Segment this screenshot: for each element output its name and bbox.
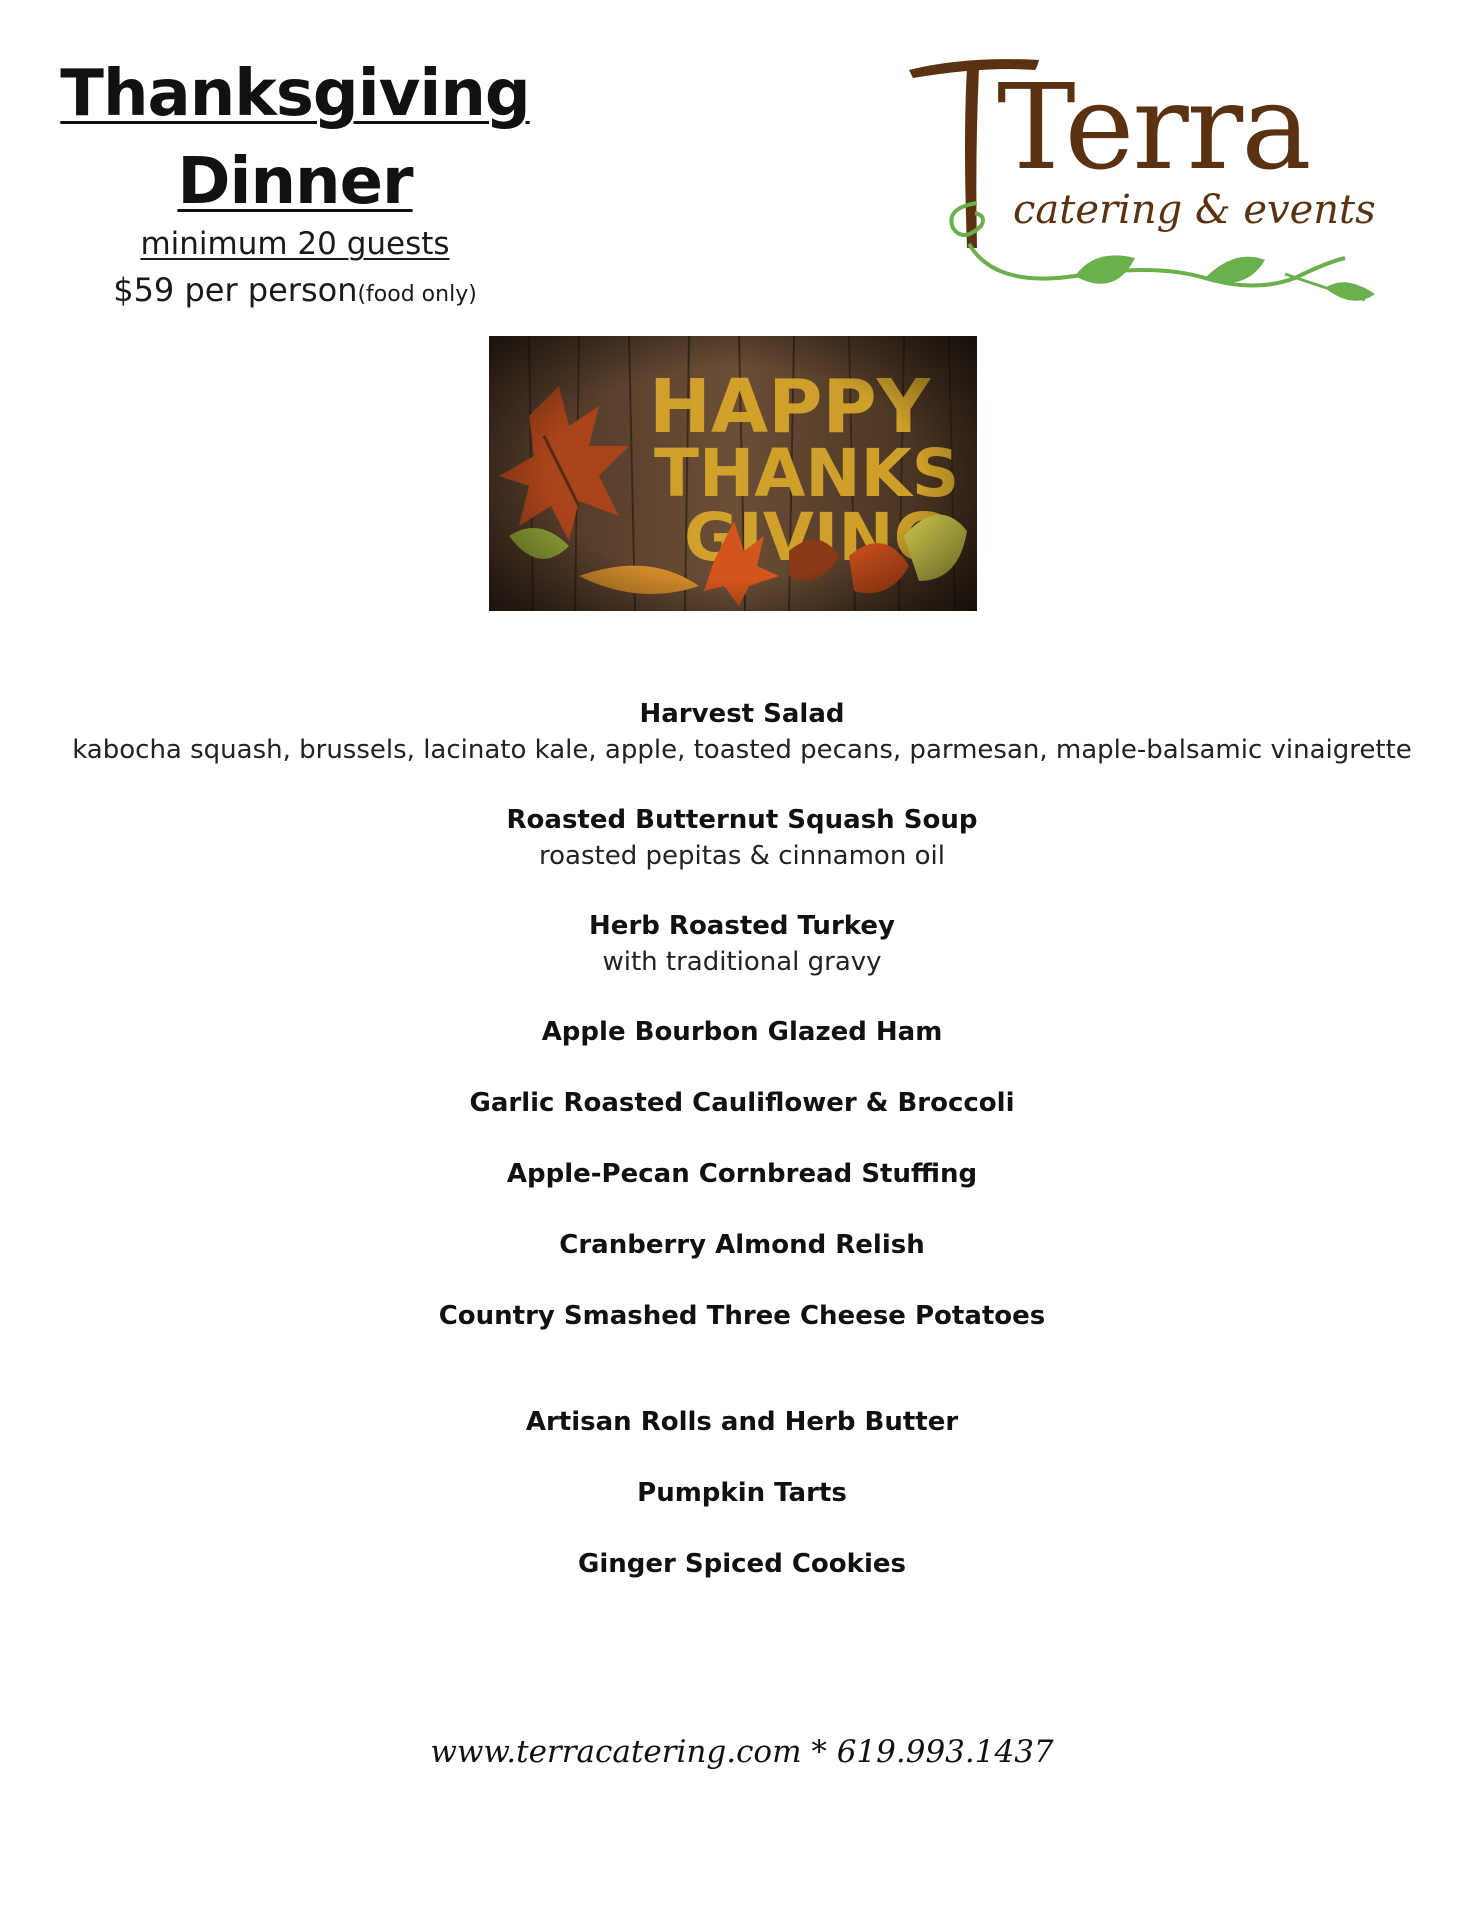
- terra-logo: [905, 48, 1395, 318]
- menu-item-name: Harvest Salad: [639, 699, 845, 729]
- menu-item-name: Herb Roasted Turkey: [589, 911, 895, 941]
- menu-item: [60, 908, 1424, 980]
- thanksgiving-banner: [489, 336, 977, 611]
- menu-item-desc: kabocha squash, brussels, lacinato kale, apple, toasted pecans, parmesan, maple-balsamic vinaigrette: [72, 735, 1412, 765]
- menu-item-desc: roasted pepitas & cinnamon oil: [539, 841, 945, 871]
- menu-item-name: Artisan Rolls and Herb Butter: [525, 1407, 959, 1437]
- menu-item-name: Ginger Spiced Cookies: [578, 1549, 906, 1579]
- menu-item-name: Garlic Roasted Cauliflower & Broccoli: [469, 1088, 1015, 1118]
- menu-item-name: Pumpkin Tarts: [637, 1478, 847, 1508]
- price-line: [60, 268, 530, 317]
- menu-item: [60, 696, 1424, 768]
- footer-contact: www.terracatering.com * 619.993.1437: [430, 1734, 1054, 1770]
- menu-item: [60, 1475, 1424, 1511]
- leaf-vine-icon: [905, 48, 1395, 318]
- menu-item: [60, 1546, 1424, 1582]
- menu-item-desc: with traditional gravy: [602, 947, 882, 977]
- logo-name: Terra: [997, 58, 1310, 196]
- title-block: [60, 50, 530, 317]
- menu-item: [60, 1227, 1424, 1263]
- menu-item-name: Apple-Pecan Cornbread Stuffing: [506, 1159, 978, 1189]
- menu-item: [60, 1085, 1424, 1121]
- price: $59 per person: [113, 271, 358, 309]
- menu-item: [60, 1014, 1424, 1050]
- minimum-guests: minimum 20 guests: [140, 226, 450, 262]
- menu-item: [60, 1156, 1424, 1192]
- page-title-line2: Dinner: [177, 145, 413, 219]
- menu-item: [60, 1298, 1424, 1334]
- autumn-leaves-icon: [489, 336, 977, 611]
- logo-tagline: catering & events: [1013, 187, 1376, 233]
- menu-item-name: Cranberry Almond Relish: [559, 1230, 925, 1260]
- menu-item: [60, 802, 1424, 874]
- menu-item: [60, 1404, 1424, 1440]
- price-note: (food only): [357, 282, 477, 307]
- page-title-line1: Thanksgiving: [60, 57, 530, 131]
- menu-item-name: Country Smashed Three Cheese Potatoes: [438, 1301, 1046, 1331]
- menu-list: [60, 696, 1424, 1582]
- menu-item-name: Apple Bourbon Glazed Ham: [541, 1017, 943, 1047]
- menu-item-name: Roasted Butternut Squash Soup: [506, 805, 978, 835]
